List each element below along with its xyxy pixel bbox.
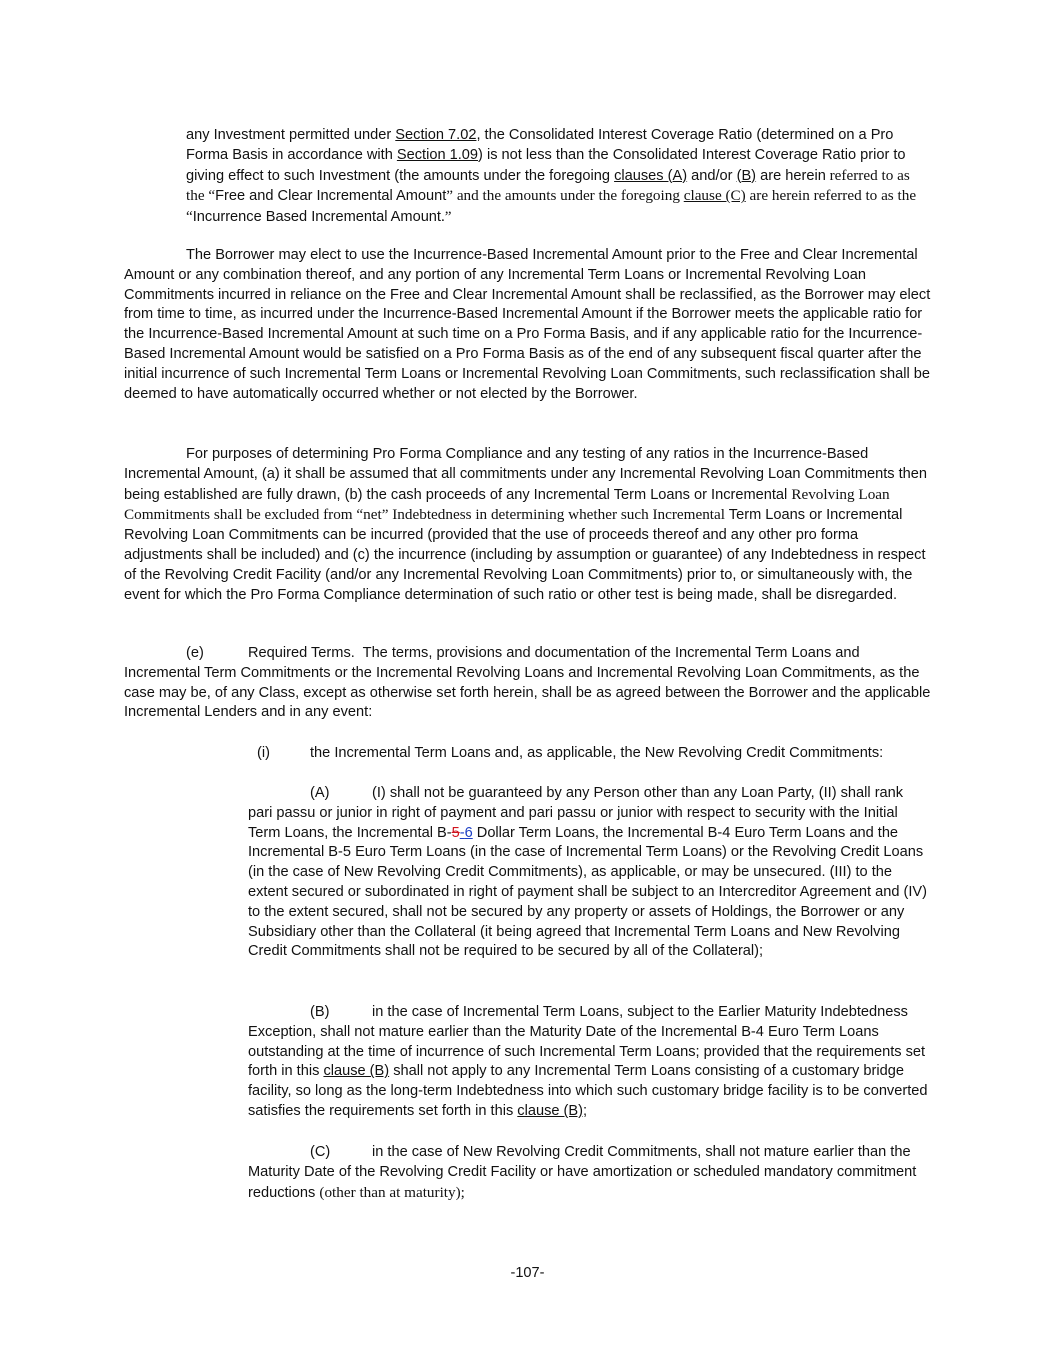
section-7-02-ref: Section 7.02 — [395, 127, 477, 143]
paragraph-clause-c: (C) in the case of New Revolving Credit Commitments, shall not mature earlier than the Maturity Date of the Revolving Credit Facility or have amortization or scheduled mandatory commitment reductions (other than at maturity); — [248, 1144, 917, 1201]
clause-b-label: (B) — [310, 1004, 330, 1020]
paragraph-clause-b: (B) in the case of Incremental Term Loans, subject to the Earlier Maturity Indebtedness Exception, shall not mature earlier than the Maturity Date of the Incremental B-4 Euro Term Loans outstanding at the time of incurrence of such Incremental Term Loans; provided that the requirements set forth in this clause (B) shall not apply to any Incremental Term Loans consisting of a customary bridge facility, so long as the long-term Indebtedness into which such customary bridge facility is to be converted satisfies the requirements set forth in this clause (B); — [248, 1004, 928, 1119]
clauses-a-ref: clauses (A) — [614, 167, 688, 184]
clause-c-label: (C) — [310, 1144, 331, 1160]
paragraph-reclassification: The Borrower may elect to use the Incurrence-Based Incremental Amount prior to the Free and Clear Incremental Amount or any combination thereof, and any portion of any Incremental Term Loans or Incremental Revolving Loan Commitments incurred in reliance on the Free and Clear Incremental Amount shall be reclassified, as the Borrower may elect from time to time, as incurred under the Incurrence-Based Incremental Amount if the Borrower meets the applicable ratio for the Incurrence-Based Incremental Amount at such time on a Pro Forma Basis, and if any applicable ratio for the Incurrence-Based Incremental Amount would be satisfied on a Pro Forma Basis as of the end of any subsequent fiscal quarter after the initial incurrence of such Incremental Term Loans or Incremental Revolving Loan Commitments, such reclassification shall be deemed to have automatically occurred whether or not elected by the Borrower. — [124, 247, 931, 402]
section-1-09-ref: Section 1.09 — [396, 146, 479, 163]
paragraph-continuation: any Investment permitted under Section 7.02, the Consolidated Interest Coverage Ratio (determined on a Pro Forma Basis in accordance with Section 1.09) is not less than the Consolidated Interest Coverage Ratio prior to giving effect to such Investment (the amounts under the foregoing clauses (A) and/or (B) are herein referred to as the “Free and Clear Incremental Amount” and the amounts under the foregoing clause (C) are herein referred to as the “Incurrence Based Incremental Amount.” — [186, 127, 917, 226]
paragraph-clause-i: (i) the Incremental Term Loans and, as applicable, the New Revolving Credit Commitments: — [257, 744, 957, 764]
page-number: -107- — [510, 1265, 545, 1281]
clause-i-label: (i) — [257, 745, 270, 761]
clause-b-ref-1: clause (B) — [323, 1063, 390, 1080]
clause-b-ref-2: clause (B) — [517, 1102, 583, 1119]
required-terms-heading: Required Terms. — [248, 645, 355, 661]
paragraph-clause-a: (A) (I) shall not be guaranteed by any Person other than any Loan Party, (II) shall rank pari passu or junior in right of payment and pari passu or junior with respect to security with the Initial Term Loans, the Incremental B-5-6 Dollar Term Loans, the Incremental B-4 Euro Term Loans and the Incremental B-5 Euro Term Loans (in the case of Incremental Term Loans) or the Revolving Credit Loans (in the case of New Revolving Credit Commitments), as applicable, or may be unsecured. (III) to the extent secured or subordinated in right of payment shall be subject to an Intercreditor Agreement and (IV) to the extent secured, shall not be secured by any property or assets of Holdings, the Borrower or any Subsidiary other than the Collateral (it being agreed that Incremental Term Loans and New Revolving Credit Commitments shall not be required to be secured by all of the Collateral); — [248, 785, 927, 960]
clause-a-label: (A) — [310, 785, 330, 801]
incurrence-based-term: Incurrence Based Incremental Amount — [192, 209, 441, 226]
clause-c-ref: clause (C) — [683, 187, 746, 205]
paragraph-pro-forma: For purposes of determining Pro Forma Compliance and any testing of any ratios in the Incurrence-Based Incremental Amount, (a) it shall be assumed that all commitments under any Incremental Revolving Loan Commitments then being established are fully drawn, (b) the cash proceeds of any Incremental Term Loans or Incremental Revolving Loan Commitments shall be excluded from “net” Indebtedness in determining whether such Incremental Term Loans or Incremental Revolving Loan Commitments can be incurred (provided that the use of proceeds thereof and any other pro forma adjustments shall be included) and (c) the incurrence (including by assumption or guarantee) of any Indebtedness in respect of the Revolving Credit Facility (and/or any Incremental Revolving Loan Commitments) prior to, or simultaneously with, the event for which the Pro Forma Compliance determination of such ratio or other test is being made, shall be disregarded. — [124, 446, 928, 603]
clause-e-label: (e) — [186, 645, 204, 661]
clause-b-ref: (B) — [736, 167, 757, 184]
paragraph-required-terms: (e) Required Terms. The terms, provisions and documentation of the Incremental Term Loans and Incremental Term Commitments or the Incremental Revolving Loans and Incremental Revolving Loan Commitments, as the case may be, of any Class, except as otherwise set forth herein, shall be as agreed between the Borrower and the applicable Incremental Lenders and in any event: — [124, 645, 931, 721]
inserted-text: 6 — [464, 824, 473, 841]
deleted-text: 5 — [451, 824, 460, 841]
free-and-clear-term: Free and Clear Incremental Amount — [215, 188, 447, 205]
